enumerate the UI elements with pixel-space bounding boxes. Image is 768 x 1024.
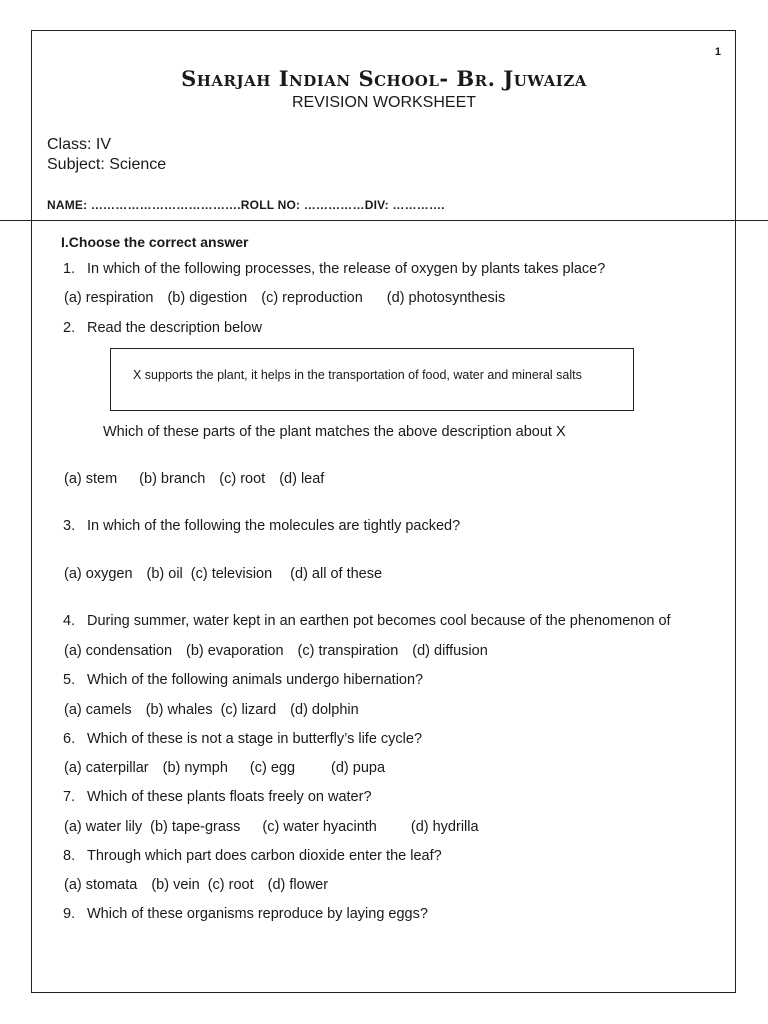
question-text: Read the description below <box>87 320 262 336</box>
option-d: (d) diffusion <box>412 643 488 659</box>
question-text: Which of these plants floats freely on water? <box>87 789 372 805</box>
option-a: (a) stomata <box>64 877 138 893</box>
question-4-options <box>64 643 502 659</box>
question-text: Which of these is not a stage in butterfly’s life cycle? <box>87 731 423 747</box>
question-number: 7. <box>63 789 76 805</box>
option-c: (c) egg <box>249 760 296 776</box>
question-number: 8. <box>63 848 76 864</box>
question-7-options <box>64 819 493 835</box>
question-text: Which of the following animals undergo hibernation? <box>87 672 424 688</box>
option-a: (a) condensation <box>64 643 173 659</box>
question-number: 2. <box>63 320 76 336</box>
option-b: (b) tape-grass <box>150 819 241 835</box>
option-b: (b) evaporation <box>186 643 284 659</box>
option-a: (a) caterpillar <box>64 760 149 776</box>
question-text: In which of the following the molecules are tightly packed? <box>87 518 461 534</box>
description-box <box>110 348 634 411</box>
option-b: (b) digestion <box>167 290 248 306</box>
option-c: (c) television <box>190 566 273 582</box>
question-4 <box>63 613 671 629</box>
subject-line: Subject: Science <box>47 156 167 173</box>
question-5 <box>63 672 423 688</box>
class-line: Class: IV <box>47 136 112 153</box>
question-number: 1. <box>63 261 76 277</box>
question-5-options <box>64 702 373 718</box>
option-b: (b) branch <box>139 471 206 487</box>
option-d: (d) pupa <box>331 760 386 776</box>
question-text: In which of the following processes, the release of oxygen by plants takes place? <box>87 261 606 277</box>
question-number: 4. <box>63 613 76 629</box>
option-d: (d) leaf <box>279 471 325 487</box>
option-a: (a) camels <box>64 702 132 718</box>
section-heading: I.Choose the correct answer <box>61 234 249 250</box>
header-divider <box>0 220 768 221</box>
question-3-options <box>64 566 396 582</box>
option-b: (b) nymph <box>162 760 228 776</box>
question-8 <box>63 848 442 864</box>
option-d: (d) all of these <box>290 566 383 582</box>
option-c: (c) root <box>207 877 254 893</box>
option-a: (a) stem <box>64 471 118 487</box>
option-a: (a) water lily <box>64 819 143 835</box>
option-d: (d) flower <box>267 877 329 893</box>
question-2-options <box>64 471 338 487</box>
option-c: (c) reproduction <box>261 290 363 306</box>
question-1 <box>63 261 605 277</box>
option-c: (c) root <box>219 471 266 487</box>
option-c: (c) lizard <box>220 702 277 718</box>
option-b: (b) whales <box>145 702 213 718</box>
option-c: (c) water hyacinth <box>262 819 377 835</box>
question-1-options <box>64 290 519 306</box>
question-2-follow-up: Which of these parts of the plant matches the above description about X <box>103 424 566 440</box>
option-a: (a) oxygen <box>64 566 133 582</box>
worksheet-title: REVISION WORKSHEET <box>291 94 477 111</box>
question-3 <box>63 518 460 534</box>
description-text: X supports the plant, it helps in the transportation of food, water and mineral salts <box>133 368 582 382</box>
question-2 <box>63 320 262 336</box>
option-b: (b) oil <box>146 566 183 582</box>
option-a: (a) respiration <box>64 290 154 306</box>
question-6 <box>63 731 422 747</box>
question-number: 9. <box>63 906 76 922</box>
page-number: 1 <box>714 46 721 58</box>
question-number: 6. <box>63 731 76 747</box>
question-6-options <box>64 760 399 776</box>
option-d: (d) photosynthesis <box>386 290 506 306</box>
question-text: Through which part does carbon dioxide enter the leaf? <box>87 848 442 864</box>
question-text: During summer, water kept in an earthen pot becomes cool because of the phenomenon of <box>87 613 671 629</box>
question-number: 5. <box>63 672 76 688</box>
option-d: (d) dolphin <box>290 702 359 718</box>
question-7 <box>63 789 372 805</box>
option-b: (b) vein <box>151 877 200 893</box>
question-9 <box>63 906 428 922</box>
question-number: 3. <box>63 518 76 534</box>
question-text: Which of these organisms reproduce by laying eggs? <box>87 906 428 922</box>
school-title: Sharjah Indian School- Br. Juwaiza <box>181 66 587 91</box>
option-d: (d) hydrilla <box>410 819 479 835</box>
question-8-options <box>64 877 342 893</box>
name-roll-div-line: NAME: ……………………………….ROLL NO: ……………DIV: …………. <box>47 198 445 212</box>
option-c: (c) transpiration <box>297 643 399 659</box>
